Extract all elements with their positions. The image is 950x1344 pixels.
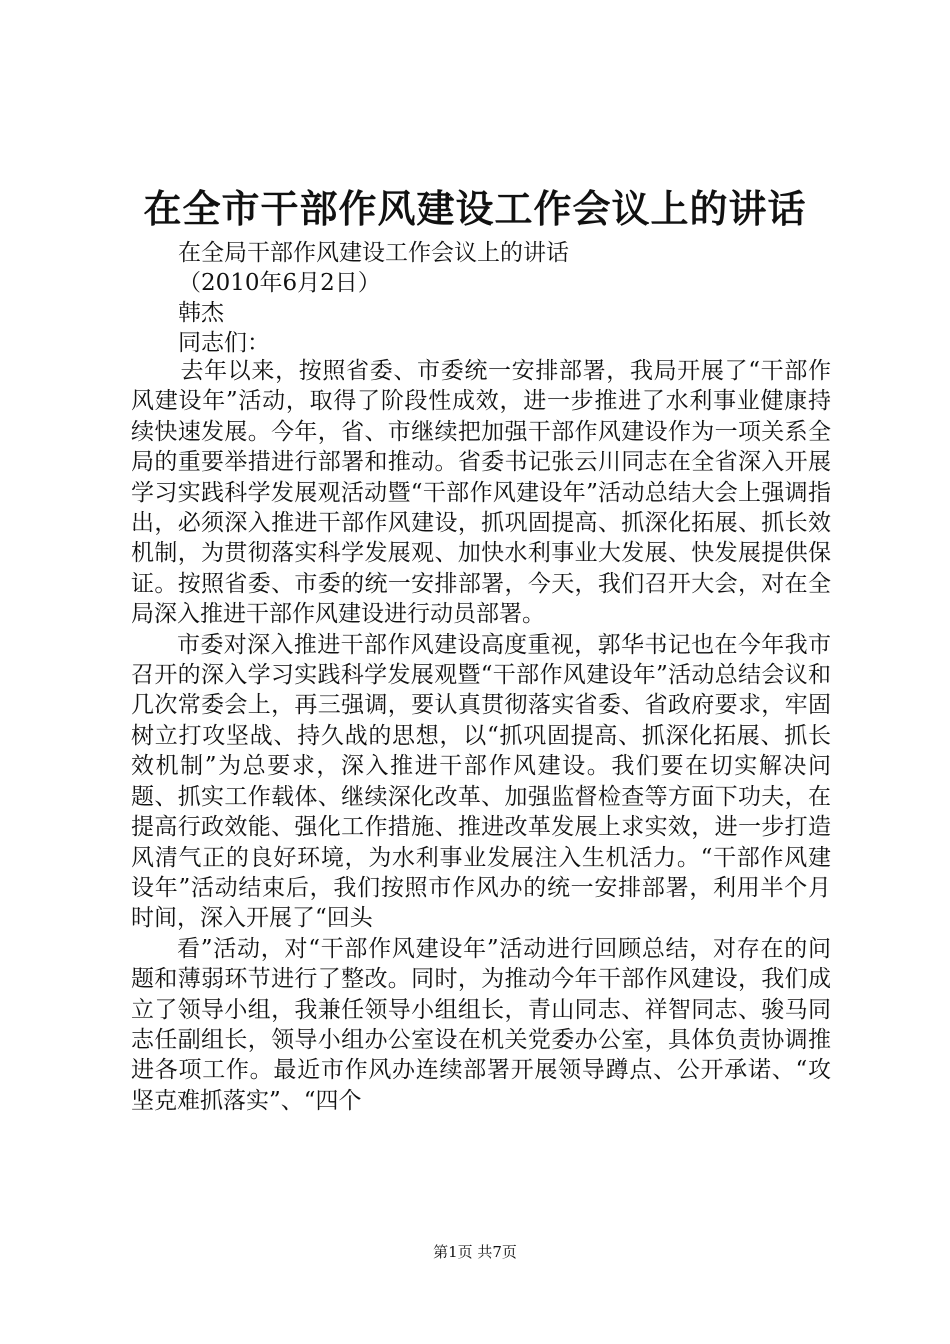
body-paragraph: 去年以来，按照省委、市委统一安排部署，我局开展了“干部作风建设年”活动，取得了阶段性成效，进一步推进了水利事业健康持续快速发展。今年，省、市继续把加强干部作风建设作为一项关系全局的重要举措进行部署和推动。省委书记张云川同志在全省深入开展学习实践科学发展观活动暨“干部作风建设年”活动总结大会上强调指出，必须深入推进干部作风建设，抓巩固提高、抓深化拓展、抓长效机制，为贯彻落实科学发展观、加快水利事业大发展、快发展提供保证。按照省委、市委的统一安排部署，今天，我们召开大会，对在全局深入推进干部作风建设进行动员部署。	[131, 358, 831, 628]
document-salutation: 同志们：	[178, 330, 270, 356]
document-date: （2010年6月2日）	[178, 270, 381, 296]
body-paragraph: 市委对深入推进干部作风建设高度重视，郭华书记也在今年我市召开的深入学习实践科学发展观暨“干部作风建设年”活动总结会议和几次常委会上，再三强调，要认真贯彻落实省委、省政府要求，牢固树立打攻坚战、持久战的思想，以“抓巩固提高、抓深化拓展、抓长效机制”为总要求，深入推进干部作风建设。我们要在切实解决问题、抓实工作载体、继续深化改革、加强监督检查等方面下功夫，在提高行政效能、强化工作措施、推进改革发展上求实效，进一步打造风清气正的良好环境，为水利事业发展注入生机活力。“干部作风建设年”活动结束后，我们按照市作风办的统一安排部署，利用半个月时间，深入开展了“回头	[131, 631, 831, 932]
document-author: 韩杰	[178, 300, 224, 326]
document-title: 在全市干部作风建设工作会议上的讲话	[143, 187, 807, 231]
page-number-footer: 第1页 共7页	[433, 1243, 517, 1261]
document-subtitle: 在全局干部作风建设工作会议上的讲话	[178, 240, 569, 266]
document-body	[131, 356, 831, 1116]
body-paragraph: 看”活动，对“干部作风建设年”活动进行回顾总结，对存在的问题和薄弱环节进行了整改。同时，为推动今年干部作风建设，我们成立了领导小组，我兼任领导小组组长，青山同志、祥智同志、骏马同志任副组长，领导小组办公室设在机关党委办公室，具体负责协调推进各项工作。最近市作风办连续部署开展领导蹲点、公开承诺、“攻坚克难抓落实”、“四个	[131, 935, 831, 1114]
